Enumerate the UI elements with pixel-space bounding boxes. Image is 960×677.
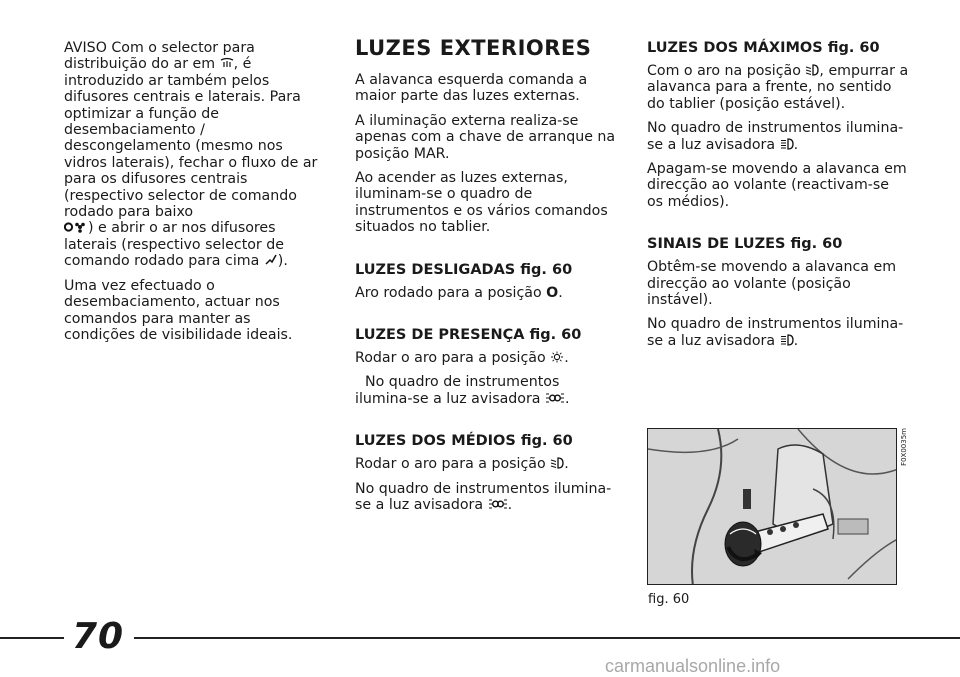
main-beam-icon (780, 334, 794, 346)
vent-open-icon (264, 254, 278, 266)
sidelights-text: Rodar o aro para a posição . (355, 350, 569, 367)
intro-paragraph-1: A alavanca esquerda comanda a maior parte das luzes externas. (355, 72, 588, 105)
column-middle (355, 36, 617, 522)
dipped-beam-text: Rodar o aro para a posição . (355, 456, 569, 473)
flash-warning-text: No quadro de instrumentos ilumina-se a luz avisadora . (647, 316, 904, 349)
figure-caption: fig. 60 (648, 592, 690, 607)
main-beam-off-text: Apagam-se movendo a alavanca em direcção ao volante (reactivam-se os médios). (647, 161, 907, 210)
page-number: 70 (72, 616, 125, 657)
after-demist-paragraph: Uma vez efectuado o desembaciamento, actuar nos comandos para manter as condições de visibilidade ideais. (64, 277, 293, 343)
watermark: carmanualsonline.info (605, 656, 781, 676)
sidelights-heading: LUZES DE PRESENÇA fig. 60 (355, 327, 582, 344)
main-beam-icon (780, 138, 794, 150)
main-beam-warning-text: No quadro de instrumentos ilumina-se a luz avisadora . (647, 120, 904, 153)
section-title: LUZES EXTERIORES (355, 36, 592, 60)
lights-off-heading: LUZES DESLIGADAS fig. 60 (355, 261, 573, 278)
footer-rule-left (0, 637, 64, 639)
steering-column-drawing (648, 429, 897, 585)
windscreen-demist-icon (220, 57, 234, 69)
sidelight-position-icon (550, 351, 564, 363)
intro-paragraph-3: Ao acender as luzes externas, iluminam-se o quadro de instrumentos e os vários comandos situados no tablier. (355, 170, 608, 236)
column-left (64, 40, 326, 351)
dipped-beam-warning-text: No quadro de instrumentos ilumina-se a luz avisadora . (355, 480, 612, 514)
sidelight-warning-icon (545, 392, 565, 404)
vent-closed-icon (64, 221, 88, 233)
footer-rule-right (134, 637, 960, 639)
dipped-beam-icon (805, 64, 819, 76)
figure-code: F0X0035m (900, 428, 908, 466)
flash-heading: SINAIS DE LUZES fig. 60 (647, 236, 843, 253)
off-position-symbol: O (546, 284, 559, 301)
sidelights-warning-text: No quadro de instrumentos ilumina-se a luz avisadora . (355, 374, 570, 407)
dipped-beam-icon (550, 457, 564, 469)
column-right (647, 40, 909, 357)
intro-paragraph-2: A iluminação externa realiza-se apenas com a chave de arranque na posição MAR. (355, 112, 616, 162)
sidelight-warning-icon (488, 498, 508, 510)
main-beam-heading: LUZES DOS MÁXIMOS fig. 60 (647, 40, 880, 56)
lights-lever-illustration (647, 428, 897, 585)
dipped-beam-heading: LUZES DOS MÉDIOS fig. 60 (355, 433, 573, 450)
warning-paragraph: AVISO Com o selector para distribuição do ar em , é introduzido ar também pelos difusores centrais e laterais. Para optimizar a função de desembaciamento / descongelamento (mesmo nos vidros laterais), fechar o fluxo de ar para os difusores centrais (respectivo selector de comando rodado para baixo ) e abrir o ar nos difusores laterais (respectivo selector de comando rodado para cima ). (64, 40, 318, 270)
main-beam-text: Com o aro na posição , empurrar a alavanca para a frente, no sentido do tablier (posição estável). (647, 63, 909, 112)
lights-off-text: Aro rodado para a posição O. (355, 284, 563, 301)
flash-text: Obtêm-se movendo a alavanca em direcção ao volante (posição instável). (647, 259, 897, 309)
